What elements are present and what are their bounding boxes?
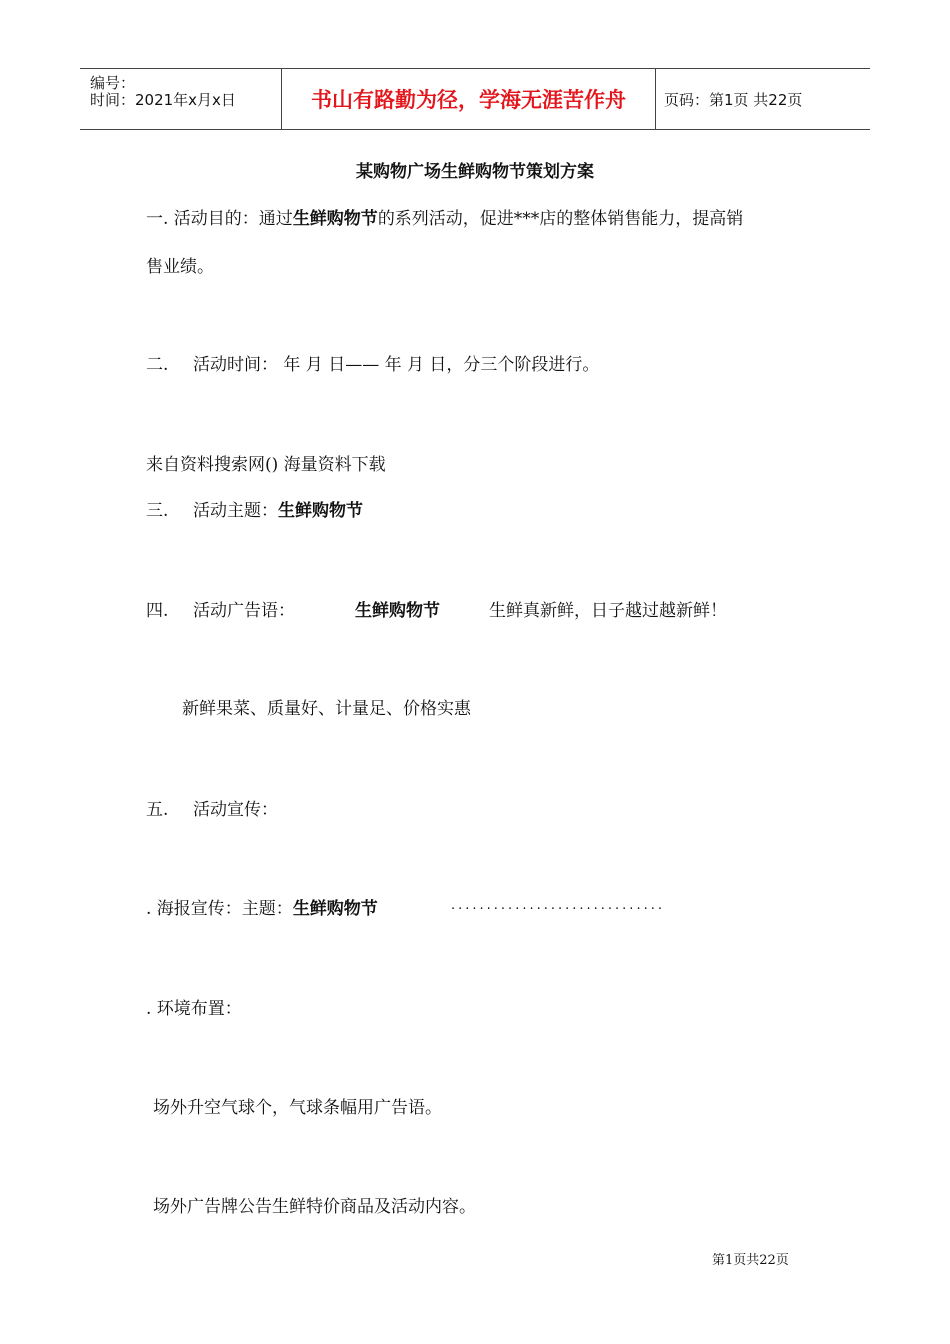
section-2 [146,350,600,375]
section-2-text: 活动时间： 年 月 日—— 年 月 日，分三个阶段进行。 [193,355,600,375]
header-page-info: 页码：第1页 共22页 [664,91,803,109]
section-3-label-group [193,496,363,521]
section-3-value: 生鲜购物节 [278,501,363,521]
environment-item-2: 场外广告牌公告生鲜特价商品及活动内容。 [153,1197,476,1217]
section-3-number: 三. [146,501,169,521]
number-label: 编号： [90,74,136,92]
environment-line: . 环境布置： [146,999,242,1019]
source-line: 来自资料搜索网() 海量资料下载 [146,455,386,475]
section-4-number: 四. [146,601,169,621]
header-motto-cell [281,69,656,129]
environment-item-1: 场外升空气球个，气球条幅用广告语。 [153,1098,442,1118]
header-meta-cell [80,69,281,129]
poster-line [146,894,665,919]
section-3 [146,496,363,521]
section-5-label: 活动宣传： [193,800,278,820]
poster-leader-dots: .............................. [451,898,665,913]
header-page-cell [655,69,870,129]
time-label: 时间：2021年x月x日 [90,91,236,109]
poster-value: 生鲜购物节 [292,899,378,919]
section-4-subline: 新鲜果菜、质量好、计量足、价格实惠 [182,699,471,719]
section-1-text-c: 的系列活动，促进***店的整体销售能力，提高销 [377,209,744,229]
section-1-line-2: 售业绩。 [146,257,214,277]
section-5-number: 五. [146,800,169,820]
document-title: 某购物广场生鲜购物节策划方案 [356,162,594,182]
section-1-text-a: 一. 活动目的：通过 [146,209,293,229]
footer-page-number: 第1页共22页 [712,1253,789,1268]
motto-text: 书山有路勤为径，学海无涯苦作舟 [311,88,626,112]
section-3-label: 活动主题： [193,501,278,521]
section-5 [146,795,278,820]
section-2-number: 二. [146,355,169,375]
section-4-value: 生鲜购物节 [355,601,440,621]
section-4-label: 活动广告语： [193,601,295,621]
document-header [80,68,870,130]
poster-label: . 海报宣传：主题： [146,899,293,919]
section-4-slogan: 生鲜真新鲜，日子越过越新鲜！ [489,601,727,621]
section-1-line-1 [146,204,743,229]
section-1-keyword: 生鲜购物节 [292,209,378,229]
section-4 [146,596,727,621]
